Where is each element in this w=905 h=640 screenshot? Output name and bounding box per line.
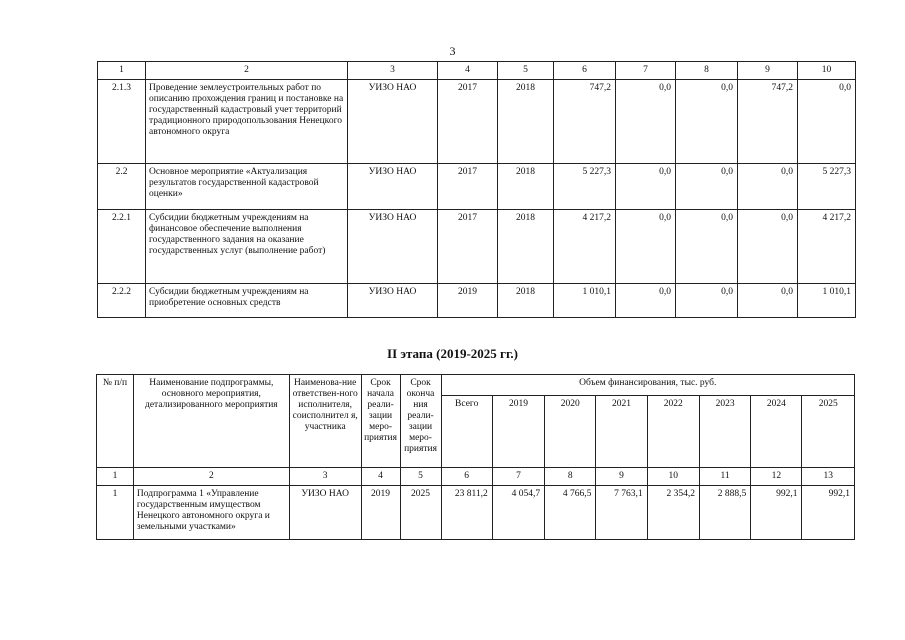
cell-value: 0,0 [738, 210, 798, 284]
executor: УИЗО НАО [348, 284, 438, 318]
column-number: 5 [498, 62, 554, 80]
year-value: 992,1 [751, 486, 802, 540]
total-value: 747,2 [554, 80, 616, 164]
header-year: 2020 [545, 396, 596, 468]
column-number: 2 [146, 62, 348, 80]
column-number: 7 [492, 468, 544, 486]
column-number: 9 [596, 468, 647, 486]
column-number: 1 [98, 62, 146, 80]
executor: УИЗО НАО [348, 164, 438, 210]
subprogram-name: Подпрограмма 1 «Управление государственным имуществом Ненецкого автономного округа и земельными участками» [133, 486, 289, 540]
row-id: 2.1.3 [98, 80, 146, 164]
header-year: 2021 [596, 396, 647, 468]
row-id: 2.2 [98, 164, 146, 210]
cell-value: 0,0 [738, 164, 798, 210]
column-number: 10 [647, 468, 699, 486]
header-start: Срок начала реали-зации меро-приятия [361, 375, 400, 468]
header-executor: Наименова-ние ответствен-ного исполнителя, соисполнител я, участника [289, 375, 361, 468]
column-number: 8 [676, 62, 738, 80]
end-year: 2018 [498, 80, 554, 164]
header-name: Наименование подпрограммы, основного мероприятия, детализированного мероприятия [133, 375, 289, 468]
year-value: 2 888,5 [699, 486, 750, 540]
header-total: Всего [441, 396, 492, 468]
cell-value: 0,0 [676, 80, 738, 164]
measure-name: Субсидии бюджетным учреждениям на приобретение основных средств [146, 284, 348, 318]
table-row [98, 210, 856, 284]
end-year: 2018 [498, 164, 554, 210]
row-id: 2.2.2 [98, 284, 146, 318]
stage1-table [97, 61, 856, 318]
end-year: 2018 [498, 210, 554, 284]
cell-value: 0,0 [616, 164, 676, 210]
column-number: 10 [798, 62, 856, 80]
cell-value: 0,0 [616, 210, 676, 284]
header-row [97, 375, 855, 396]
executor: УИЗО НАО [348, 80, 438, 164]
year-value: 4 766,5 [545, 486, 596, 540]
year-value: 7 763,1 [596, 486, 647, 540]
end-year: 2025 [400, 486, 441, 540]
end-year: 2018 [498, 284, 554, 318]
column-number-row [98, 62, 856, 80]
column-number: 1 [97, 468, 134, 486]
start-year: 2019 [438, 284, 498, 318]
header-year: 2019 [492, 396, 544, 468]
cell-value: 0,0 [616, 80, 676, 164]
cell-value: 0,0 [676, 164, 738, 210]
column-number: 13 [802, 468, 855, 486]
total-value: 1 010,1 [554, 284, 616, 318]
cell-value: 0,0 [676, 210, 738, 284]
start-year: 2017 [438, 164, 498, 210]
year-value: 4 054,7 [492, 486, 544, 540]
column-number-row [97, 468, 855, 486]
table-row [98, 284, 856, 318]
header-funding: Объем финансирования, тыс. руб. [441, 375, 854, 396]
row-id: 2.2.1 [98, 210, 146, 284]
column-number: 11 [699, 468, 750, 486]
column-number: 5 [400, 468, 441, 486]
year-value: 2 354,2 [647, 486, 699, 540]
cell-value: 5 227,3 [798, 164, 856, 210]
column-number: 3 [348, 62, 438, 80]
cell-value: 0,0 [616, 284, 676, 318]
header-year: 2022 [647, 396, 699, 468]
column-number: 9 [738, 62, 798, 80]
measure-name: Основное мероприятие «Актуализация результатов государственной кадастровой оценки» [146, 164, 348, 210]
cell-value: 1 010,1 [798, 284, 856, 318]
header-year: 2023 [699, 396, 750, 468]
column-number: 6 [441, 468, 492, 486]
total-value: 23 811,2 [441, 486, 492, 540]
measure-name: Проведение землеустроительных работ по описанию прохождения границ и постановке на государственный кадастровый учет территорий традиционного природопользования Ненецкого автономного округа [146, 80, 348, 164]
table-row [98, 164, 856, 210]
column-number: 7 [616, 62, 676, 80]
executor: УИЗО НАО [348, 210, 438, 284]
cell-value: 0,0 [798, 80, 856, 164]
column-number: 3 [289, 468, 361, 486]
cell-value: 0,0 [676, 284, 738, 318]
start-year: 2017 [438, 80, 498, 164]
column-number: 2 [133, 468, 289, 486]
total-value: 5 227,3 [554, 164, 616, 210]
start-year: 2019 [361, 486, 400, 540]
header-end: Срок оконча ния реали-зации меро-приятия [400, 375, 441, 468]
column-number: 12 [751, 468, 802, 486]
column-number: 8 [545, 468, 596, 486]
executor: УИЗО НАО [289, 486, 361, 540]
column-number: 4 [438, 62, 498, 80]
table-row [97, 486, 855, 540]
row-id: 1 [97, 486, 134, 540]
cell-value: 0,0 [738, 284, 798, 318]
cell-value: 747,2 [738, 80, 798, 164]
stage-title: II этапа (2019-2025 гг.) [387, 346, 518, 361]
start-year: 2017 [438, 210, 498, 284]
stage2-table [96, 374, 855, 540]
cell-value: 4 217,2 [798, 210, 856, 284]
header-year: 2025 [802, 396, 855, 468]
header-num: № п/п [97, 375, 134, 468]
column-number: 4 [361, 468, 400, 486]
measure-name: Субсидии бюджетным учреждениям на финансовое обеспечение выполнения государственного задания на оказание государственных услуг (выполнение работ) [146, 210, 348, 284]
table-row [98, 80, 856, 164]
column-number: 6 [554, 62, 616, 80]
header-year: 2024 [751, 396, 802, 468]
total-value: 4 217,2 [554, 210, 616, 284]
year-value: 992,1 [802, 486, 855, 540]
page-number: 3 [449, 44, 456, 58]
